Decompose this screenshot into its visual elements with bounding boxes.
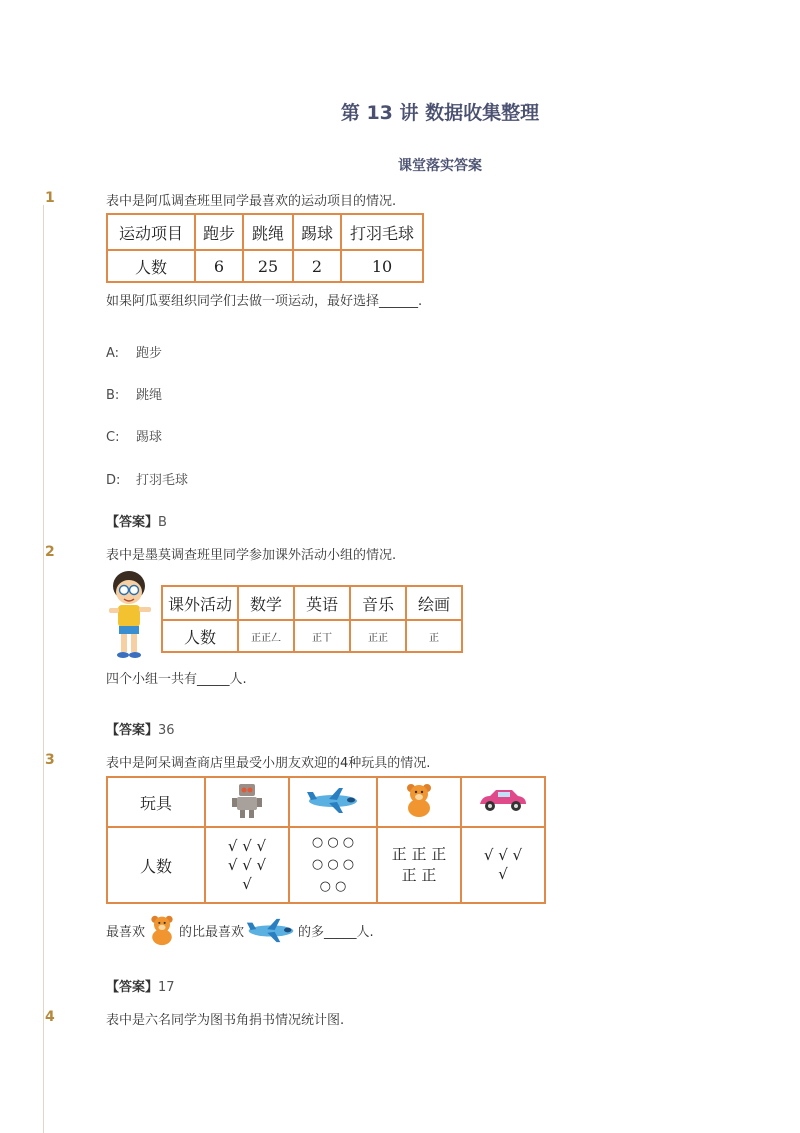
- page-title: 第 13 讲 数据收集整理: [340, 102, 540, 124]
- q2-header-cell: 英语: [294, 586, 350, 620]
- q2-number: 2: [45, 544, 55, 560]
- car-tally: [461, 827, 545, 903]
- q2-tally-cell: 正: [406, 620, 462, 652]
- q1-header-cell: 跑步: [195, 214, 243, 250]
- q1-option-d: D: 打羽毛球: [106, 473, 189, 488]
- q2-table: [161, 585, 463, 653]
- q1-header-cell: 运动项目: [107, 214, 195, 250]
- q1-text: 表中是阿瓜调查班里同学最喜欢的运动项目的情况.: [106, 194, 397, 209]
- robot-icon: [227, 780, 267, 820]
- q1-option-c: C: 踢球: [106, 430, 163, 445]
- q1-value-cell: 25: [243, 250, 293, 282]
- q3-number: 3: [45, 752, 55, 768]
- margin-line: [43, 205, 44, 1133]
- tally-line: √: [498, 865, 508, 883]
- q1-value-cell: 2: [293, 250, 341, 282]
- plane-icon: [305, 786, 361, 814]
- tally-line: ○ ○ ○: [311, 835, 355, 850]
- q3-table: [106, 776, 546, 904]
- q4-text: 表中是六名同学为图书角捐书情况统计图.: [106, 1013, 345, 1028]
- q3-text: 表中是阿呆调查商店里最受小朋友欢迎的4种玩具的情况.: [106, 756, 431, 771]
- q2-tally-cell: 正正𠃋: [238, 620, 294, 652]
- tally-line: √ √ √: [227, 855, 267, 874]
- q1-header-cell: 跳绳: [243, 214, 293, 250]
- q2-tally-cell: 正正: [350, 620, 406, 652]
- q1-value-cell: 人数: [107, 250, 195, 282]
- q1-question: 如果阿瓜要组织同学们去做一项运动，最好选择______.: [106, 294, 423, 309]
- q1-value-cell: 10: [341, 250, 423, 282]
- q1-value-cell: 6: [195, 250, 243, 282]
- q1-answer: 【答案】B: [106, 515, 167, 530]
- q2-header-cell: 绘画: [406, 586, 462, 620]
- q2-text: 表中是墨莫调查班里同学参加课外活动小组的情况.: [106, 548, 397, 563]
- q1-number: 1: [45, 190, 55, 206]
- q2-header-cell: 数学: [238, 586, 294, 620]
- robot-tally: [205, 827, 289, 903]
- car-cell: [461, 777, 545, 827]
- tally-line: 正 正: [401, 866, 437, 884]
- bear-icon: [146, 914, 178, 946]
- robot-cell: [205, 777, 289, 827]
- q2-header-cell: 音乐: [350, 586, 406, 620]
- q1-option-a: A: 跑步: [106, 346, 163, 361]
- plane-icon: [245, 917, 297, 943]
- q3-answer: 【答案】17: [106, 980, 175, 995]
- q1-table: [106, 213, 424, 283]
- tally-line: √ √ √: [227, 836, 267, 855]
- bear-icon: [401, 782, 437, 818]
- q3-question: 最喜欢 的比最喜欢 的多_____人.: [106, 916, 374, 944]
- q2-answer: 【答案】36: [106, 723, 175, 738]
- tally-line: √ √ √: [483, 846, 523, 864]
- bear-cell: [377, 777, 461, 827]
- boy-illustration: [102, 568, 158, 662]
- bear-tally: [377, 827, 461, 903]
- tally-line: 正 正 正: [391, 845, 447, 863]
- page-subtitle: 课堂落实答案: [398, 158, 482, 174]
- plane-tally: [289, 827, 377, 903]
- tally-line: ○ ○: [319, 879, 347, 894]
- q1-header-cell: 打羽毛球: [341, 214, 423, 250]
- q4-number: 4: [45, 1009, 55, 1025]
- q2-question: 四个小组一共有_____人.: [106, 672, 247, 687]
- q2-value-cell: 人数: [162, 620, 238, 652]
- q3-row-label: 玩具: [107, 777, 205, 827]
- q1-header-cell: 踢球: [293, 214, 341, 250]
- plane-cell: [289, 777, 377, 827]
- q2-header-cell: 课外活动: [162, 586, 238, 620]
- q3-row-label: 人数: [107, 827, 205, 903]
- q1-option-b: B: 跳绳: [106, 388, 163, 403]
- tally-line: √: [242, 874, 252, 893]
- tally-line: ○ ○ ○: [311, 857, 355, 872]
- q2-tally-cell: 正丅: [294, 620, 350, 652]
- car-icon: [476, 786, 530, 814]
